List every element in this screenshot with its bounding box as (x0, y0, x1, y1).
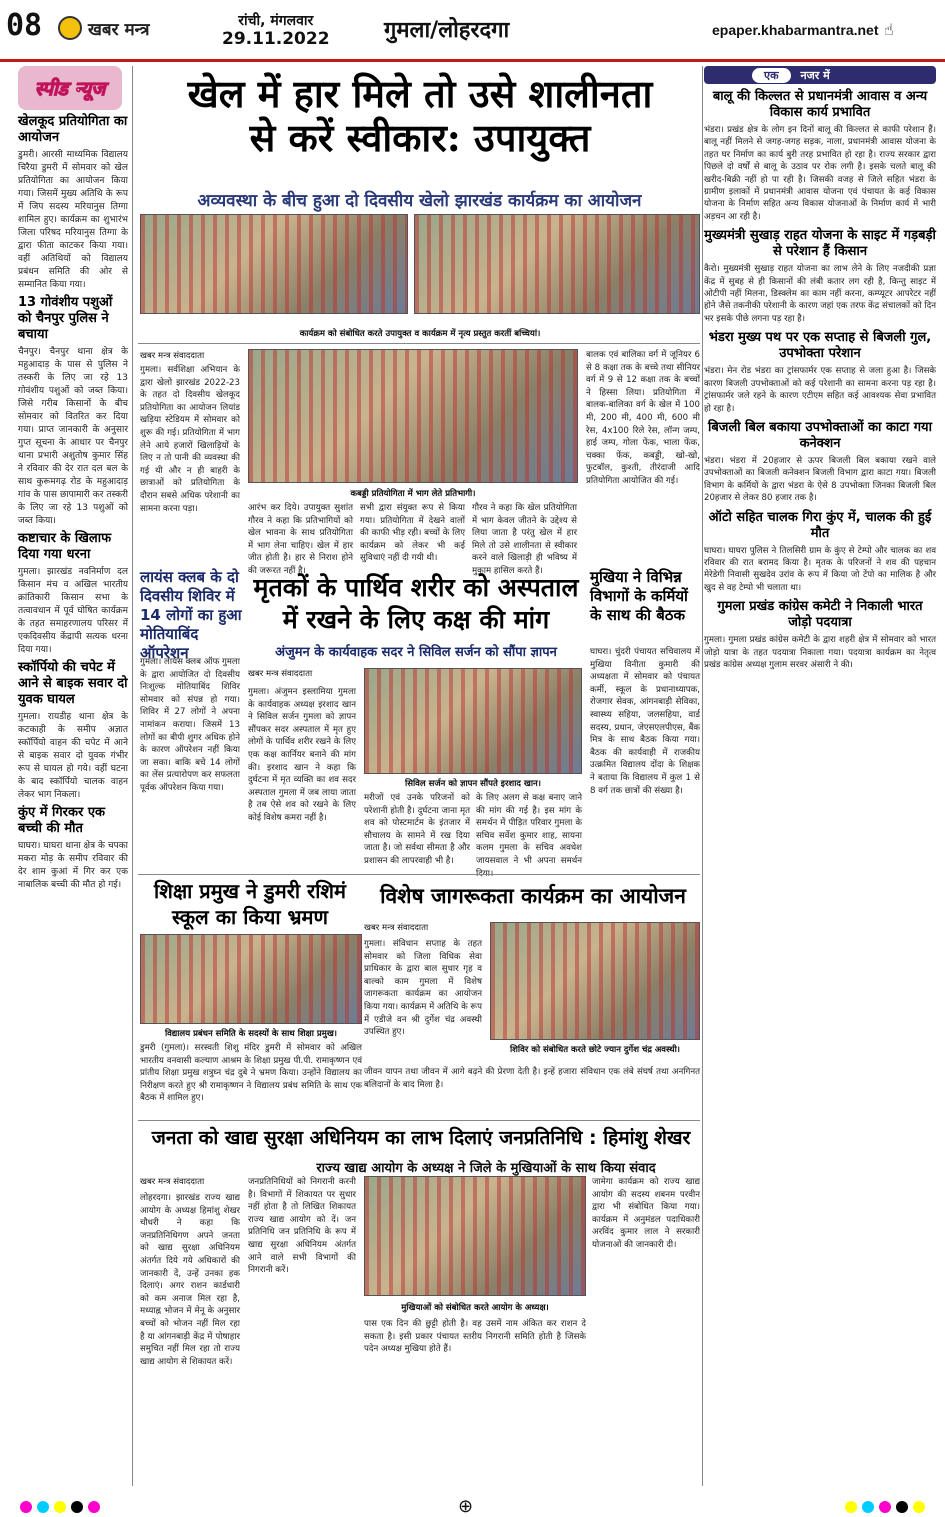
lions-headline: लायंस क्लब के दो दिवसीय शिविर में 14 लोगों का हुआ मोतियाबिंद ऑपरेशन (140, 568, 242, 662)
brief-text: घाघरा। घाघरा पुलिस ने तिलसिरी ग्राम के कुंए से टेम्पो और चालक का शव रविवार की रात बरामद किया है। मृतक के परिजनों ने शव की पहचान मेरेडेगी निवासी सुखदेव उरांव के रूप में किया जो टेंपो का मालिक है और खुद से वह टेम्पो भी चलाता था। (704, 545, 936, 593)
main-headline (140, 72, 700, 160)
dateline (222, 12, 330, 48)
page-number: 08 (6, 8, 43, 43)
brief-headline: ऑटो सहित चालक गिरा कुंए में, चालक की हुई मौत (708, 509, 932, 541)
hand-cursor-icon: ☝ (884, 20, 894, 39)
brief-headline: खेलकूद प्रतियोगिता का आयोजन (18, 114, 128, 145)
article-text: सभी द्वारा संयुक्त रूप से किया गया। प्रतियोगिता में देखने वालों की काफी भीड़ रही। बच्चों के लिए कार्यक्रम को लेकर भी कई सुविधाएं नहीं दी गयी थी। (360, 503, 465, 564)
tag-ek: एक (752, 68, 791, 83)
school-text: डुमरी (गुमला)। सरस्वती शिशु मंदिर डुमरी में सोमवार को अखिल भारतीय वनवासी कल्याण आश्रम के शिक्षा प्रमुख पी.पी. रामाकृष्णन एवं प्रांतीय शिक्षा प्रमुख शत्रुघ्न चंद्र दुबे ने भ्रमण किया। उन्होंने विद्यालय का निरीक्षण करते हुए श्री रामाकृष्णन ने विद्यालय प्रबंध समिति के साथ एक बैठक में शामिल हुए। (140, 1043, 362, 1104)
brief-headline: भंडरा मुख्य पथ पर एक सप्ताह से बिजली गुल, उपभोक्ता परेशान (708, 330, 932, 362)
photo-food-meeting (364, 1176, 586, 1296)
article-text: आरंभ कर दिये। उपायुक्त सुशांत गौरव ने कहा कि प्रतिभागियों को खेल भावना के साथ प्रतियोगिता में भाग लेना चाहिए। खेल में हार जीत होती है। हार से निराश होने की जरूरत नहीं है। (248, 503, 353, 576)
byline: खबर मन्त्र संवाददाता (140, 351, 205, 361)
article-text: बालक एवं बालिका वर्ग में जूनियर 6 से 8 कक्षा तक के बच्चे तथा सीनियर वर्ग में 9 से 12 कक्षा तक के बच्चों ने हिस्सा लिया। प्रतियोगिता में बालक-बालिका वर्ग के खेल में 100 मी, 200 मी, 400 मी, 600 मी रेस, 4x100 रिले रेस, लॉन्ग जम्प, हाई जम्प, गोला फेंक, भाला फेंक, चक्का फेंक, कबड्डी, खो-खो, फुटबॉल, कुश्ती, तीरंदाजी आदि प्रतियोगिता आयोजित की गई। (586, 350, 700, 486)
section-title: गुमला/लोहरदगा (384, 18, 510, 43)
photo-dancers (414, 214, 700, 314)
photo-caption: शिविर को संबोधित करते छोटे ज्यान दुर्गेश चंद्र अवस्थी। (509, 1045, 681, 1055)
photo-awareness (490, 922, 700, 1040)
city-day: रांची, मंगलवार (238, 13, 314, 29)
brief-headline: 13 गोवंशीय पशुओं को चैनपुर पुलिस ने बचाया (18, 295, 113, 342)
hall-text: के लिए अलग से कक्ष बनाए जाने की मांग की गई है। इस मांग के समर्थन में पीड़ित परिवार गुमला के सचिव सर्वेश कुमार शाह, सायना कलम गुमला के सचिव अवधेश जायसवाल ने भी अपना समर्थन (476, 793, 582, 866)
speed-news-badge: स्पीड न्यूज (18, 66, 122, 110)
lions-text: गुमला। लायंस क्लब ऑफ गुमला के द्वारा आयोजित दो दिवसीय निःशुल्क मोतियाबिंद शिविर सोमवार को संपन्न हो गया। शिविर में 27 लोगों ने अपना नामांकन कराया। जिसमें 13 लोगों का बीपी शुगर अधिक होने के कारण ऑपरेशन नहीं किया जा सका। बाकि बचे 14 लोगों का लेंस प्रत्यारोपण कर सफलता पूर्वक ऑपरेशन किया गया। (140, 657, 240, 793)
brief-headline: गुमला प्रखंड कांग्रेस कमेटी ने निकाली भारत जोड़ो पदयात्रा (717, 599, 923, 631)
photo-kabaddi (248, 349, 578, 483)
photo-memorandum (364, 668, 582, 774)
brief-text: डुमरी। आरसी माध्यमिक विद्यालय चिरैया डुमरी में सोमवार को खेल प्रतियोगिता का आयोजन किया गया। जिसमें मुख्य अतिथि के रूप में जिप सदस्य मरियानुस तिग्गा शामिल हुए। कार्यक्रम का शुभारंभ जिला परिषद मरियानुस तिग्गा के द्वारा फीता काटकर किया गया। वहीं अतिथियों को विद्यालय प्रबंधन समिति की ओर से सम्मानित किया गया। (18, 150, 128, 290)
headline-line-2: से करें स्वीकार: उपायुक्त (249, 115, 591, 160)
divider (702, 66, 703, 1486)
brief-headline: बिजली बिल बकाया उपभोक्ताओं का काटा गया कनेक्शन (708, 419, 932, 451)
left-items (18, 114, 128, 892)
photo-caption: सिविल सर्जन को ज्ञापन सौंपते इरशाद खान। (405, 779, 541, 789)
hall-text: मरीजों एवं उनके परिजनों को परेशानी होती है। दुर्घटना जाना मृत शव को पोस्टमार्टम के इंतजार में सौचालय के सामने में रख दिया जाता है। जो सर्वथा सीमता है और प्रशासन की लापरवाही भी है। (364, 793, 470, 866)
registration-color-dots (20, 1501, 100, 1513)
photo-caption: मुखियाओं को संबोधित करते आयोग के अध्यक्ष। (401, 1303, 549, 1313)
brief-text: भंडरा। भंडरा में 20हजार से ऊपर बिजली बिल बकाया रखने वाले उपभोक्ताओं का बिजली कनेक्शन बिजली विभाग द्वारा काटा गया। बिजली विभाग के कर्मियों के द्वारा भंडरा के ऐसे 8 उपभोक्ता जिनका बिजली बिल 20हजार से लेकर 80 हजार तक है। (704, 455, 936, 504)
speed-news-column (18, 66, 128, 1484)
article-text: गौरव ने कहा कि खेल प्रतियोगिता में भाग केवल जीतने के उद्देश्य से लिया जाता है परंतु खेल में हार मिले तो उसे शालीनता से स्वीकार करने वाले खिलाड़ी ही भविष्य में मुकाम हासिल करते हैं। (472, 503, 577, 576)
ek-nazar-column (704, 66, 936, 1486)
hall-subhead: अंजुमन के कार्यवाहक सदर ने सिविल सर्जन को सौंपा ज्ञापन (275, 645, 557, 660)
right-items (704, 89, 936, 671)
brief-text: गुमला। झारखंड नवनिर्माण दल किसान मंच व अखिल भारतीय क्रांतिकारी किसान सभा के तत्वावधान में पूर्व घोषित कार्यक्रम के तहत समाहरणालय परिसर में एकदिवसीय केंद्रापी सत्यक धरना दिया गया। (18, 567, 128, 655)
page-header (0, 0, 945, 62)
food-text: जामेगा कार्यक्रम को राज्य खाद्य आयोग की सदस्य शबनम परवीन द्वारा भी संबोधित किया गया। कार्यक्रम में अनुमंडल पदाधिकारी अरविंद कुमार लाल ने सरकारी योजनाओं की जानकारी दी। (592, 1177, 700, 1250)
brief-text: चैनपुर। चैनपुर थाना क्षेत्र के महुआदाड़ के पास से पुलिस ने तस्करी के लिए जा रहे 13 गोवंशीय पशुओं को जब्त किया। जिसे गरीब किसानों के बीच सोमवार को वितरित कर दिया गया। प्राप्त जानकारी के अनुसार गुप्त सूचना के आधार पर चैनपुर थाना प्रभारी अशुतोष कुमार सिंह ने रविवार की देर रात दल बल के साथ कुरूमगढ़ रोड के महुआदाड़ गांव के पास छापामारी कर तस्करी के लिए जा रहे 13 पशुओं को जब्त किया। (18, 347, 128, 526)
ek-nazar-tag (704, 66, 936, 84)
brief-text: गुमला। गुमला प्रखंड कांग्रेस कमेटी के द्वारा शहरी क्षेत्र में सोमवार को भारत जोड़ो यात्रा के तहत पदयात्रा निकाला गया। पदयात्रा कार्यक्रम का नेतृत्व प्रखंड कांग्रेस अध्यक्ष गुलाम सरवर अंसारी ने की। (704, 635, 936, 670)
brand-name: खबर मन्त्र (88, 19, 150, 40)
divider (138, 1120, 700, 1121)
divider (138, 874, 700, 875)
awareness-headline: विशेष जागरूकता कार्यक्रम का आयोजन (380, 884, 686, 908)
photo-caption: विद्यालय प्रबंधन समिति के सदस्यों के साथ शिक्षा प्रमुख। (164, 1029, 338, 1039)
hall-headline (248, 572, 584, 636)
mukhiya-headline: मुखिया ने विभिन्न विभागों के कर्मियों के साथ की बैठक (590, 568, 688, 624)
brief-headline: कुंए में गिरकर एक बच्ची की मौत (18, 805, 106, 836)
food-text: पास एक दिन की छुट्टी होती है। वह उसमें नाम अंकित कर राशन दे सकता है। इसी प्रकार पंचायत स्तरीय निगरानी समिति होती है जिसके पदेन अध्यक्ष मुखिया होते हैं। (364, 1319, 586, 1355)
brief-headline: मुख्यमंत्री सुखाड़ राहत योजना के साइट में गड़बड़ी से परेशान हैं किसान (704, 228, 936, 260)
headline-line-1: खेल में हार मिले तो उसे शालीनता (187, 71, 653, 116)
photo-school (140, 934, 362, 1024)
divider (132, 66, 133, 1486)
page-footer (0, 1496, 945, 1517)
school-headline-line-1: शिक्षा प्रमुख ने डुमरी रशिमं (154, 879, 346, 903)
registration-mark-icon: ⊕ (458, 1496, 474, 1517)
school-headline (140, 878, 360, 930)
hall-headline-line-1: मृतकों के पार्थिव शरीर को अस्पताल (253, 573, 579, 602)
article-text: गुमला। सर्वशिक्षा अभियान के द्वारा खेलो झारखंड 2022-23 के तहत दो दिवसीय खेलकूद प्रतियोगिता का आयोजन लियांड खड़िया स्टेडियम में सोमवार को शुरू की गई। प्रतियोगिता में भाग लेने आये हजारों खिलाड़ियों के लिए न तो पानी की व्यवस्था की गई थी और न ही बाहरी के छात्राओं को प्रतियोगिता के दौरान सबसे अधिक परेशानी का सामना करना पड़ा। (140, 365, 240, 514)
hall-headline-line-2: में रखने के लिए कक्ष की मांग (282, 605, 550, 634)
food-text: जनप्रतिनिधियों को निगरानी करनी है। विभागों में शिकायत पर सुधार नहीं होता है तो लिखित शिकायत राज्य खाद्य आयोग को दें। जन प्रतिनिधि जन प्रतिनिधि के रूप में खाद्य सुरक्षा अधिनियम अंतर्गत आने वाले सभी विभागों की निगरानी करें। (248, 1177, 356, 1276)
byline: खबर मन्त्र संवाददाता (364, 923, 429, 933)
photo-caption: कबड्डी प्रतियोगिता में भाग लेते प्रतिभागी। (350, 489, 476, 499)
hall-text: गुमला। अंजुमन इस्लामिया गुमला के कार्यवाहक अध्यक्ष इरशाद खान ने सिविल सर्जन गुमला को ज्ञापन सौंपकर सदर अस्पताल में मृत हुए लोगों के पार्थिव शरीर रखने के लिए एक कक्ष कार्नियर बनाने की मांग की। इरशाद खान ने कहा कि दुर्घटना में मृत व्यक्ति का शव सदर अस्पताल गुमला में जब लाया जाता है तब ऐसे शव को रखने के लिए कोई विशेष कमरा नहीं है। (248, 687, 356, 823)
byline: खबर मन्त्र संवाददाता (248, 669, 313, 679)
brand-logo-icon (58, 16, 82, 40)
awareness-text: जीवन यापन तथा जीवन में आगे बढ़ने की प्रेरणा देती है। इन्हें हजारा संविधान एक लंबे संघर्ष तथा अनगिनत बलिदानों के बाद मिला है। (364, 1067, 700, 1090)
food-subhead: राज्य खाद्य आयोग के अध्यक्ष ने जिले के मुखियाओं के साथ किया संवाद (316, 1161, 656, 1176)
brief-text: घाघरा। घाघरा थाना क्षेत्र के चपका मकरा मोड़ के समीप रविवार की देर शाम कुआं में गिर कर एक नाबालिक बच्ची की मौत हो गई। (18, 841, 128, 890)
date: 29.11.2022 (222, 29, 330, 49)
brief-headline: कष्टाचार के खिलाफ दिया गया धरना (18, 531, 112, 562)
byline: खबर मन्त्र संवाददाता (140, 1177, 205, 1187)
registration-color-dots (845, 1501, 925, 1513)
food-text: लोहरदगा। झारखंड राज्य खाद्य आयोग के अध्यक्ष हिमांशु शेखर चौधरी ने कहा कि जनप्रतिनिधिगण अपने जनता को खाद्य सुरक्षा अधिनियम अंतर्गत दिये गये अधिकारों की जानकारी दें, उन्हें उनका हक दिलाएं। अगर राशन कार्डधारी को कम अनाज मिल रहा है, मध्याह्न भोजन में मेनू के अनुसार बच्चों को भोजन नहीं मिल रहा है या आंगनबाड़ी केंद्र में पोषाहार समुचित नहीं मिल रहा तो राज्य खाद्य आयोग से शिकायत करें। (140, 1193, 240, 1367)
brief-text: गुमला। रायडीह थाना क्षेत्र के कटकाही के समीप अज्ञात स्कॉर्पियो वाहन की चपेट में आने से बाइक सवार दो युवक गंभीर रूप से घायल हो गये। वहीं घटना के बाद स्कॉर्पियो चालक वाहन लेकर भाग निकला। (18, 712, 128, 800)
divider (138, 343, 700, 344)
brief-text: कैरो। मुख्यमंत्री सुखाड़ राहत योजना का लाभ लेने के लिए नजदीकी प्रज्ञा केंद्र में सुबह से ही किसानों की लंबी कतार लग रही है, किन्तु साइट में ओटीपी नहीं मिलना, डिस्क्लेम का काम नहीं करना, कम्प्यूटर आपरेटर नहीं होने जैसे तकनीकी परेशानी के कारण जहां एक तरफ केंद्र संचालकों को दिन भर इसके पीछे लगना पड़ रहा है। (704, 264, 936, 324)
brief-text: भंडरा। प्रखंड क्षेत्र के लोग इन दिनों बालू की किल्लत से काफी परेशान हैं। बालू नहीं मिलने से जगह-जगह सड़क, नाला, प्रधानमंत्री आवास योजना के तहत घर निर्माण का कार्य बुरी तरह प्रभावित हो रहा है। राज्य सरकार द्वारा पिछले दो वर्षों से बालू के उठाव पर रोक लगी है। इसके चलते बालू की खरीद-बिक्री नहीं हो पा रही है। जिसकी वजह से जिले सहित भंडरा के ग्रामीण इलाकों में प्रधानमंत्री आवास योजना एवं पंचायत के कई विकास योजना के निर्माण सहित अन्य विकास योजनाओं के निर्माण कार्य में भारी अड़चन आ रही है। (704, 125, 936, 222)
mukhiya-text: घाघरा। चुंदरी पंचायत सचिवालय में मुखिया विनीता कुमारी की अध्यक्षता में सोमवार को पंचायत कर्मी, स्कूल के प्रधानाध्यापक, रोजगार सेवक, आंगनबाड़ी सेविका, स्वास्थ्य सहिया, जलसहिया, वार्ड सदस्य, प्रधान, जेएसएलपीएस, बैंक मित्र के साथ बैठक किया गया। बैठक की कार्यवाही में राजकीय उत्क्रमित विद्यालय दोंदा के शिक्षक ने बताया कि विद्यालय में कुल 1 से 8 वर्ग तक छात्रों की संख्या है। (590, 647, 700, 796)
school-headline-line-2: स्कूल का किया भ्रमण (172, 905, 328, 929)
awareness-text: गुमला। संविधान सप्ताह के तहत सोमवार को जिला विधिक सेवा प्राधिकार के द्वारा बाल सुधार गृह व बाल्को काम गुमला में विशेष जागरूकता कार्यक्रम का आयोजन किया गया। कार्यक्रम में अतिथि के रूप में एडीजे वन श्री दुर्गेश चंद्र अवस्थी उपस्थित हुए। (364, 939, 482, 1038)
photo-officials (140, 214, 408, 314)
tag-nazar: नजर में (800, 68, 830, 82)
brief-headline: स्कॉर्पियो की चपेट में आने से बाइक सवार दो युवक घायल (18, 660, 128, 707)
brief-headline: बालू की किल्लत से प्रधानमंत्री आवास व अन्य विकास कार्य प्रभावित (712, 89, 928, 120)
photo-caption: कार्यक्रम को संबोधित करते उपायुक्त व कार्यक्रम में नृत्य प्रस्तुत करतीं बच्चियां। (299, 329, 541, 339)
main-subhead: अव्यवस्था के बीच हुआ दो दिवसीय खेलो झारखंड कार्यक्रम का आयोजन (197, 191, 642, 211)
brand (58, 16, 150, 40)
brief-text: भंडरा। मेन रोड भंडरा का ट्रांसफार्मर एक सप्ताह से जला हुआ है। जिसके कारण बिजली उपभोक्ताओं को कई परेशानी का सामना करना पड़ रहा है। ट्रांसफार्मर जले रहने के कारण एटीएम सहित कई आवश्यक सेवा प्रभावित हो रहा है। (704, 366, 936, 414)
site-url[interactable]: epaper.khabarmantra.net (712, 22, 879, 38)
food-headline: जनता को खाद्य सुरक्षा अधिनियम का लाभ दिलाएं जनप्रतिनिधि : हिमांशु शेखर (151, 1127, 691, 1149)
